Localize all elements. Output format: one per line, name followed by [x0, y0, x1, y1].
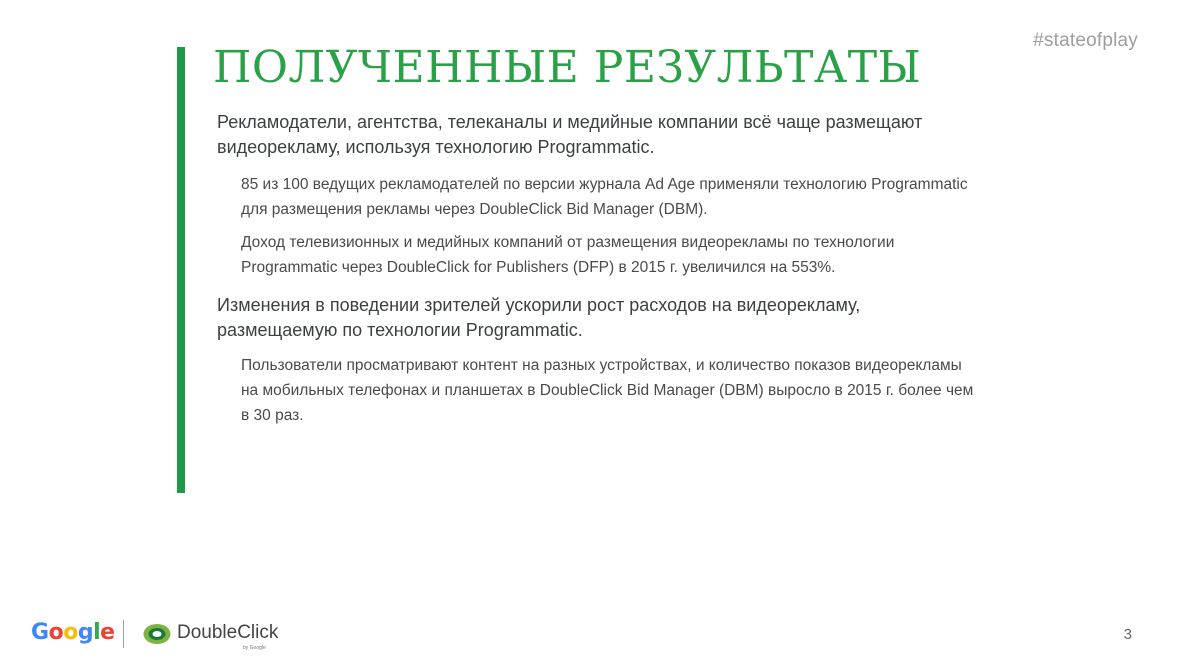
footer-divider	[123, 620, 124, 648]
doubleclick-icon-center	[153, 631, 162, 637]
google-logo-letter: g	[77, 620, 94, 645]
google-logo	[31, 618, 115, 648]
google-logo-letter: G	[31, 620, 49, 645]
hashtag: #stateofplay	[1033, 30, 1138, 51]
google-logo-letter: o	[48, 620, 64, 645]
section-point: Пользователи просматривают контент на разных устройствах, и количество показов видеорекламы на мобильных телефонах и планшетах в DoubleClick Bid Manager (DBM) выросло в 2015 г. более чем в 30 раз.	[241, 357, 974, 424]
section-point: Доход телевизионных и медийных компаний от размещения видеорекламы по технологии Programmatic через DoubleClick for Publishers (DFP) в 2015 г. увеличился на 553%.	[241, 234, 895, 276]
section-point: 85 из 100 ведущих рекламодателей по версии журнала Ad Age применяли технологию Programmatic для размещения рекламы через DoubleClick Bid Manager (DBM).	[241, 176, 968, 218]
google-logo-letter: l	[93, 620, 101, 645]
slide-title: ПОЛУЧЕННЫЕ РЕЗУЛЬТАТЫ	[213, 42, 922, 93]
doubleclick-logo-text: DoubleClick	[177, 622, 279, 643]
page-number: 3	[1123, 626, 1132, 643]
section-heading: Изменения в поведении зрителей ускорили рост расходов на видеорекламу, размещаемую по технологии Programmatic.	[217, 295, 861, 340]
doubleclick-logo-icon	[142, 623, 172, 645]
accent-bar	[177, 47, 185, 493]
doubleclick-byline: by Google	[243, 645, 266, 651]
google-logo-letter: e	[100, 620, 115, 645]
google-logo-letter: o	[63, 620, 78, 645]
slide-content	[217, 110, 977, 428]
section-heading: Рекламодатели, агентства, телеканалы и медийные компании всё чаще размещают видеорекламу, используя технологию Programmatic.	[217, 112, 923, 157]
